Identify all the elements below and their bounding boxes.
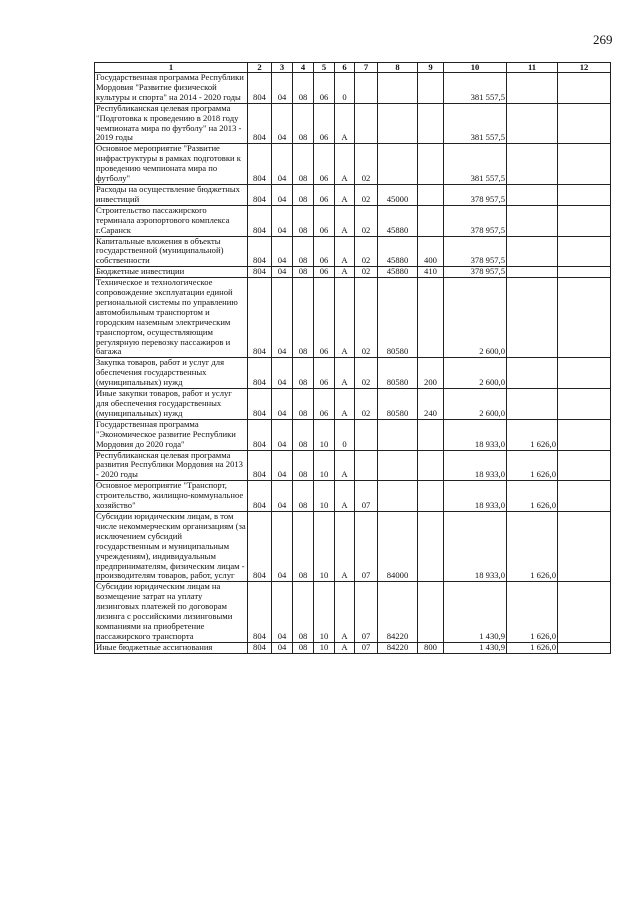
cell-c12 [558,389,611,420]
cell-c9 [418,481,444,512]
column-header-2: 2 [248,63,272,73]
cell-c8 [378,103,418,144]
cell-c12 [558,103,611,144]
cell-c9 [418,419,444,450]
cell-c12 [558,582,611,642]
cell-c12 [558,642,611,653]
table-row [95,358,611,389]
cell-c11 [507,205,558,236]
cell-c6: А [335,511,355,581]
cell-c10: 378 957,5 [444,205,507,236]
cell-c10: 381 557,5 [444,73,507,104]
cell-c6: А [335,278,355,358]
cell-c2: 804 [248,419,272,450]
cell-c2: 804 [248,144,272,185]
cell-c9 [418,73,444,104]
cell-c8: 84220 [378,582,418,642]
cell-c4: 08 [293,236,314,267]
table-row [95,278,611,358]
cell-c6: А [335,267,355,278]
row-description: Расходы на осуществление бюджетных инвестиций [95,184,248,205]
cell-c7: 02 [355,184,378,205]
cell-c9 [418,582,444,642]
cell-c5: 06 [314,103,335,144]
cell-c9 [418,103,444,144]
cell-c3: 04 [272,236,293,267]
cell-c9 [418,278,444,358]
cell-c8: 84220 [378,642,418,653]
cell-c11 [507,236,558,267]
cell-c8: 80580 [378,358,418,389]
cell-c11: 1 626,0 [507,450,558,481]
table-row [95,481,611,512]
cell-c7: 02 [355,144,378,185]
cell-c5: 06 [314,267,335,278]
cell-c2: 804 [248,236,272,267]
cell-c10: 381 557,5 [444,103,507,144]
cell-c11: 1 626,0 [507,642,558,653]
cell-c9 [418,205,444,236]
cell-c10: 378 957,5 [444,267,507,278]
cell-c2: 804 [248,481,272,512]
cell-c7 [355,103,378,144]
cell-c4: 08 [293,582,314,642]
cell-c9: 410 [418,267,444,278]
cell-c3: 04 [272,450,293,481]
table-row [95,450,611,481]
cell-c3: 04 [272,184,293,205]
cell-c8: 45880 [378,236,418,267]
row-description: Техническое и технологическое сопровождение эксплуатации единой региональной системы по управлению автомобильным транспортом и городским наземным электрическим транспортом, осуществляющим регулярную перевозку пассажиров и багажа [95,278,248,358]
cell-c7 [355,419,378,450]
row-description: Государственная программа "Экономическое развитие Республики Мордовия до 2020 года" [95,419,248,450]
cell-c3: 04 [272,278,293,358]
budget-table [94,62,611,654]
table-row [95,184,611,205]
cell-c6: А [335,642,355,653]
column-header-7: 7 [355,63,378,73]
cell-c12 [558,73,611,104]
cell-c11: 1 626,0 [507,481,558,512]
cell-c10: 1 430,9 [444,642,507,653]
cell-c2: 804 [248,582,272,642]
cell-c7: 07 [355,481,378,512]
cell-c11 [507,73,558,104]
table-row [95,419,611,450]
cell-c8 [378,73,418,104]
cell-c2: 804 [248,103,272,144]
cell-c7: 02 [355,278,378,358]
cell-c12 [558,236,611,267]
cell-c10: 2 600,0 [444,389,507,420]
row-description: Иные закупки товаров, работ и услуг для обеспечения государственных (муниципальных) нужд [95,389,248,420]
cell-c2: 804 [248,278,272,358]
cell-c5: 10 [314,450,335,481]
cell-c9: 240 [418,389,444,420]
cell-c5: 10 [314,419,335,450]
cell-c2: 804 [248,511,272,581]
column-header-11: 11 [507,63,558,73]
cell-c4: 08 [293,481,314,512]
cell-c12 [558,481,611,512]
cell-c3: 04 [272,582,293,642]
cell-c2: 804 [248,73,272,104]
table-row [95,236,611,267]
cell-c3: 04 [272,481,293,512]
row-description: Иные бюджетные ассигнования [95,642,248,653]
cell-c8 [378,481,418,512]
column-header-9: 9 [418,63,444,73]
cell-c10: 2 600,0 [444,278,507,358]
cell-c7: 02 [355,358,378,389]
cell-c11: 1 626,0 [507,511,558,581]
cell-c6: А [335,481,355,512]
cell-c10: 378 957,5 [444,236,507,267]
header-row [95,63,611,73]
cell-c7 [355,450,378,481]
cell-c5: 10 [314,481,335,512]
cell-c5: 06 [314,73,335,104]
table-row [95,642,611,653]
cell-c6: А [335,205,355,236]
cell-c4: 08 [293,278,314,358]
column-header-10: 10 [444,63,507,73]
cell-c5: 10 [314,582,335,642]
cell-c6: А [335,450,355,481]
cell-c4: 08 [293,450,314,481]
row-description: Субсидии юридическим лицам на возмещение затрат на уплату лизинговых платежей по договорам лизинга с российскими лизинговыми компаниями на приобретение пассажирского транспорта [95,582,248,642]
cell-c9: 800 [418,642,444,653]
cell-c7: 07 [355,642,378,653]
cell-c3: 04 [272,511,293,581]
cell-c3: 04 [272,73,293,104]
cell-c11 [507,358,558,389]
cell-c8: 80580 [378,278,418,358]
cell-c4: 08 [293,419,314,450]
column-header-12: 12 [558,63,611,73]
row-description: Субсидии юридическим лицам, в том числе некоммерческим организациям (за исключением субсидий государственным и муниципальным учреждениям), индивидуальным предпринимателям, физическим лицам - производителям товаров, работ, услуг [96,511,246,581]
cell-c12 [558,205,611,236]
cell-c11 [507,184,558,205]
cell-c3: 04 [272,267,293,278]
cell-c9: 400 [418,236,444,267]
cell-c10: 18 933,0 [444,481,507,512]
page-number: 269 [593,32,613,47]
cell-c6: А [335,389,355,420]
row-description: Республиканская целевая программа развития Республики Мордовия на 2013 - 2020 годы [95,450,248,481]
cell-c5: 10 [314,511,335,581]
cell-c4: 08 [293,103,314,144]
cell-c10: 18 933,0 [444,450,507,481]
cell-c7: 07 [355,582,378,642]
cell-c8 [378,450,418,481]
table-row [95,511,611,581]
column-header-3: 3 [272,63,293,73]
column-header-6: 6 [335,63,355,73]
column-header-1: 1 [95,63,248,73]
cell-c12 [558,511,611,581]
cell-c10: 378 957,5 [444,184,507,205]
cell-c2: 804 [248,205,272,236]
cell-c8: 45880 [378,205,418,236]
cell-c8 [378,144,418,185]
row-description: Основное мероприятие "Транспорт, строительство, жилищно-коммунальное хозяйство" [95,481,248,512]
cell-c9 [418,184,444,205]
cell-c2: 804 [248,358,272,389]
cell-c7: 02 [355,267,378,278]
table-row [95,103,611,144]
cell-c3: 04 [272,642,293,653]
cell-c4: 08 [293,511,314,581]
cell-c8 [378,419,418,450]
cell-c12 [558,278,611,358]
cell-c4: 08 [293,205,314,236]
cell-c11 [507,144,558,185]
column-header-4: 4 [293,63,314,73]
cell-c12 [558,419,611,450]
cell-c11 [507,267,558,278]
cell-c4: 08 [293,73,314,104]
cell-c12 [558,184,611,205]
cell-c3: 04 [272,144,293,185]
cell-c2: 804 [248,450,272,481]
cell-c5: 06 [314,205,335,236]
cell-c2: 804 [248,184,272,205]
row-description: Капитальные вложения в объекты государственной (муниципальной) собственности [95,236,248,267]
table-row [95,205,611,236]
cell-c4: 08 [293,184,314,205]
table-row [95,582,611,642]
cell-c6: А [335,236,355,267]
cell-c6: А [335,582,355,642]
cell-c12 [558,144,611,185]
table-row [95,144,611,185]
cell-c12 [558,267,611,278]
cell-c6: 0 [335,73,355,104]
cell-c11: 1 626,0 [507,419,558,450]
cell-c5: 06 [314,236,335,267]
column-header-5: 5 [314,63,335,73]
cell-c8: 45000 [378,184,418,205]
cell-c4: 08 [293,389,314,420]
cell-c7: 07 [355,511,378,581]
cell-c3: 04 [272,205,293,236]
cell-c6: 0 [335,419,355,450]
cell-c3: 04 [272,358,293,389]
cell-c9: 200 [418,358,444,389]
cell-c10: 2 600,0 [444,358,507,389]
cell-c11: 1 626,0 [507,582,558,642]
cell-c7 [355,73,378,104]
cell-c12 [558,358,611,389]
cell-c2: 804 [248,389,272,420]
cell-c6: А [335,358,355,389]
cell-c4: 08 [293,144,314,185]
cell-c11 [507,278,558,358]
row-description: Строительство пассажирского терминала аэропортового комплекса г.Саранск [95,205,248,236]
column-header-8: 8 [378,63,418,73]
cell-c12 [558,450,611,481]
cell-c6: А [335,144,355,185]
cell-c5: 06 [314,144,335,185]
cell-c5: 06 [314,358,335,389]
cell-c8: 45880 [378,267,418,278]
cell-c5: 06 [314,184,335,205]
cell-c11 [507,389,558,420]
cell-c8: 80580 [378,389,418,420]
row-description: Республиканская целевая программа "Подготовка к проведению в 2018 году чемпионата мира по футболу" на 2013 - 2019 годы [95,103,248,144]
table-row [95,73,611,104]
row-description: Государственная программа Республики Мордовия "Развитие физической культуры и спорта" на 2014 - 2020 годы [95,73,248,104]
cell-c5: 10 [314,642,335,653]
cell-c2: 804 [248,267,272,278]
cell-c5: 06 [314,389,335,420]
cell-c3: 04 [272,103,293,144]
cell-c10: 18 933,0 [444,511,507,581]
cell-c7: 02 [355,236,378,267]
cell-c4: 08 [293,358,314,389]
row-description: Бюджетные инвестиции [95,267,248,278]
cell-c9 [418,511,444,581]
row-description: Основное мероприятие "Развитие инфраструктуры в рамках подготовки к проведению чемпионата мира по футболу" [95,144,248,185]
cell-c5: 06 [314,278,335,358]
cell-c6: А [335,184,355,205]
cell-c6: А [335,103,355,144]
cell-c4: 08 [293,267,314,278]
cell-c9 [418,144,444,185]
row-description: Закупка товаров, работ и услуг для обеспечения государственных (муниципальных) нужд [95,358,248,389]
table-row [95,389,611,420]
cell-c4: 08 [293,642,314,653]
cell-c11 [507,103,558,144]
cell-c2: 804 [248,642,272,653]
table-row [95,267,611,278]
cell-c9 [418,450,444,481]
table-body [95,73,611,654]
cell-c3: 04 [272,419,293,450]
cell-c10: 1 430,9 [444,582,507,642]
cell-c7: 02 [355,205,378,236]
cell-c3: 04 [272,389,293,420]
cell-c10: 18 933,0 [444,419,507,450]
cell-c7: 02 [355,389,378,420]
cell-c8: 84000 [378,511,418,581]
cell-c10: 381 557,5 [444,144,507,185]
